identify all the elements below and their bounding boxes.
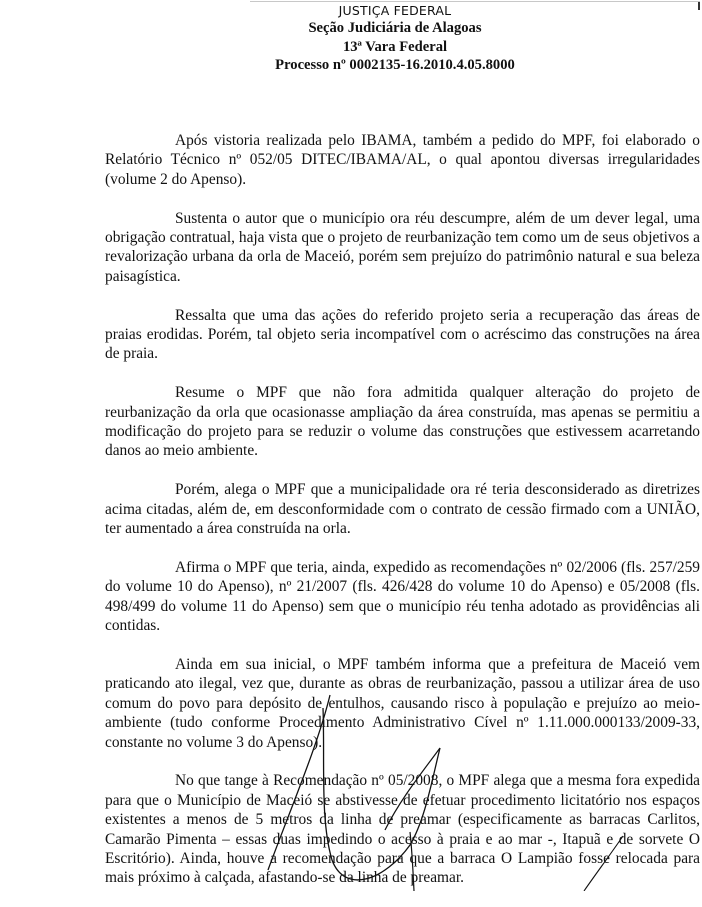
paragraph: Afirma o MPF que teria, ainda, expedido as recomendações nº 02/2006 (fls. 257/259 do volume 10 do Apenso), nº 21/2007 (fls. 426/428 do volume 10 do Apenso) e 05/2008 (fls. 498/499 do volume 11 do Apenso) sem que o município réu tenha adotado as providências ali contidas.	[105, 558, 700, 635]
paragraph: Após vistoria realizada pelo IBAMA, também a pedido do MPF, foi elaborado o Relatório Técnico nº 052/05 DITEC/IBAMA/AL, o qual apontou diversas irregularidades (volume 2 do Apenso).	[105, 132, 700, 188]
paragraph: Ainda em sua inicial, o MPF também informa que a prefeitura de Maceió vem praticando ato ilegal, vez que, durante as obras de reurbanização, passou a utilizar área de uso comum do povo para depósito de entulhos, causando risco à população e prejuízo ao meio-ambiente (tudo conforme Procedimento Administrativo Cível nº 1.11.000.000133/2009-33, constante no volume 3 do Apenso).	[105, 655, 700, 751]
header-institution: JUSTIÇA FEDERAL	[338, 3, 452, 18]
header-section: Seção Judiciária de Alagoas	[308, 20, 482, 36]
document-body	[105, 131, 702, 907]
top-rule	[250, 1, 700, 2]
paragraph: Porém, alega o MPF que a municipalidade ora ré teria desconsiderado as diretrizes acima citadas, além de, em desconformidade com o contrato de cessão firmado com a UNIÃO, ter aumentado a área construída na orla.	[105, 481, 700, 538]
paragraph: Resume o MPF que não fora admitida qualquer alteração do projeto de reurbanização da orla que ocasionasse ampliação da área construída, mas apenas se permitiu a modificação do projeto para se reduzir o volume das construções que estivessem acarretando danos ao meio ambiente.	[105, 384, 700, 460]
header-court: 13ª Vara Federal	[342, 38, 448, 55]
paragraph: Ressalta que uma das ações do referido projeto seria a recuperação das áreas de praias erodidas. Porém, tal objeto seria incompatível com o acréscimo das construções na área de praia.	[105, 306, 700, 363]
paragraph: Sustenta o autor que o município ora réu descumpre, além de um dever legal, uma obrigação contratual, haja vista que o projeto de reurbanização tem como um de seus objetivos a revalorização urbana da orla de Maceió, porém sem prejuízo do patrimônio natural e sua beleza paisagística.	[105, 209, 700, 285]
document-header	[0, 3, 702, 75]
paragraph: No que tange à Recomendação nº 05/2008, o MPF alega que a mesma fora expedida para que o Município de Maceió se abstivesse de efetuar procedimento licitatório nos espaços existentes a menos de 5 metros da linha de preamar (especificamente as barracas Carlitos, Camarão Pimenta – essas duas impedindo o acesso à praia e ao mar -, Itapuã e de sorvete O Escritório). Ainda, houve a recomendação para que a barraca O Lampião fosse relocada para mais próximo à calçada, afastando-se da linha de preamar.	[105, 772, 700, 887]
header-process-number: Processo nº 0002135-16.2010.4.05.8000	[275, 57, 515, 73]
